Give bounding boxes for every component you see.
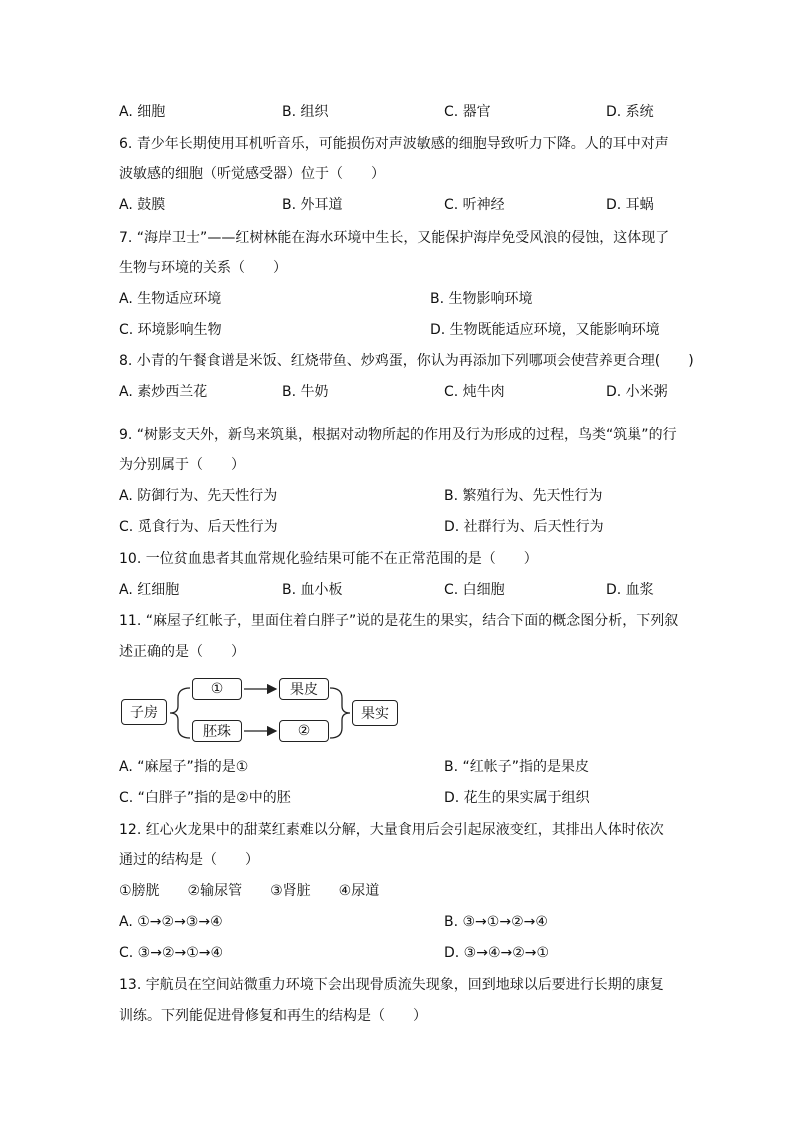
q7-option-c: C. 环境影响生物 — [119, 322, 222, 338]
q9-stem-line2: 为分别属于（ ） — [119, 457, 245, 473]
q6-stem-line2: 波敏感的细胞（听觉感受器）位于（ ） — [119, 166, 385, 182]
q12-option-c: C. ③→②→①→④ — [119, 945, 224, 961]
q11-option-d: D. 花生的果实属于组织 — [444, 790, 590, 806]
q7-option-a: A. 生物适应环境 — [119, 291, 222, 307]
q7-stem-line1: 7. “海岸卫士”——红树林能在海水环境中生长，又能保护海岸免受风浪的侵蚀，这体现了 — [119, 230, 670, 246]
left-brace — [170, 688, 190, 738]
q8-option-a: A. 素炒西兰花 — [119, 384, 208, 400]
q12-option-a: A. ①→②→③→④ — [119, 914, 223, 930]
q8-option-c: C. 炖牛肉 — [444, 384, 505, 400]
q6-option-d: D. 耳蜗 — [606, 197, 654, 213]
q8-stem-line1: 8. 小青的午餐食谱是米饭、红烧带鱼、炒鸡蛋，你认为再添加下列哪项会使营养更合理( ) — [119, 353, 694, 369]
node-pericarp: 果皮 — [279, 678, 329, 700]
q11-stem-line1: 11. “麻屋子红帐子，里面住着白胖子”说的是花生的果实，结合下面的概念图分析，下列叙 — [119, 613, 679, 629]
q9-option-a: A. 防御行为、先天性行为 — [119, 488, 278, 504]
q13-stem-line1: 13. 宇航员在空间站微重力环境下会出现骨质流失现象，回到地球以后要进行长期的康复 — [119, 977, 664, 993]
q12-stem-line1: 12. 红心火龙果中的甜菜红素难以分解，大量食用后会引起尿液变红，其排出人体时依次 — [119, 822, 664, 838]
q11-option-b: B. “红帐子”指的是果皮 — [444, 759, 590, 775]
q9-stem-line1: 9. “树影支天外，新鸟来筑巢，根据对动物所起的作用及行为形成的过程，鸟类“筑巢”的行 — [119, 427, 677, 443]
node-circle-1: ① — [192, 678, 242, 700]
q7-option-d: D. 生物既能适应环境，又能影响环境 — [430, 322, 660, 338]
q12-option-b: B. ③→①→②→④ — [444, 914, 548, 930]
q11-stem-line2: 述正确的是（ ） — [119, 644, 245, 660]
node-ovule: 胚珠 — [192, 720, 242, 742]
q6-option-c: C. 听神经 — [444, 197, 505, 213]
q7-option-b: B. 生物影响环境 — [430, 291, 533, 307]
q5-option-a: A. 细胞 — [119, 104, 166, 120]
q9-option-b: B. 繁殖行为、先天性行为 — [444, 488, 603, 504]
q12-option-d: D. ③→④→②→① — [444, 945, 550, 961]
q5-option-d: D. 系统 — [606, 104, 654, 120]
q6-option-b: B. 外耳道 — [282, 197, 343, 213]
node-ovary: 子房 — [121, 699, 167, 725]
q12-stem-line2: 通过的结构是（ ） — [119, 852, 259, 868]
q7-stem-line2: 生物与环境的关系（ ） — [119, 260, 287, 276]
q8-option-b: B. 牛奶 — [282, 384, 329, 400]
q6-stem-line1: 6. 青少年长期使用耳机听音乐，可能损伤对声波敏感的细胞导致听力下降。人的耳中对声 — [119, 136, 669, 152]
q13-stem-line2: 训练。下列能促进骨修复和再生的结构是（ ） — [119, 1008, 427, 1024]
q11-option-a: A. “麻屋子”指的是① — [119, 759, 249, 775]
q9-option-c: C. 觅食行为、后天性行为 — [119, 519, 278, 535]
q10-option-b: B. 血小板 — [282, 582, 343, 598]
node-fruit: 果实 — [352, 700, 398, 726]
q5-option-c: C. 器官 — [444, 104, 491, 120]
q9-option-d: D. 社群行为、后天性行为 — [444, 519, 604, 535]
q10-stem-line1: 10. 一位贫血患者其血常规化验结果可能不在正常范围的是（ ） — [119, 551, 538, 567]
q6-option-a: A. 鼓膜 — [119, 197, 166, 213]
q12-structures: ①膀胱 ②输尿管 ③肾脏 ④尿道 — [119, 883, 380, 899]
node-circle-2: ② — [279, 720, 329, 742]
q11-option-c: C. “白胖子”指的是②中的胚 — [119, 790, 291, 806]
q10-option-c: C. 白细胞 — [444, 582, 505, 598]
q5-option-b: B. 组织 — [282, 104, 329, 120]
right-brace — [330, 688, 350, 738]
q8-option-d: D. 小米粥 — [606, 384, 668, 400]
q10-option-a: A. 红细胞 — [119, 582, 180, 598]
q10-option-d: D. 血浆 — [606, 582, 654, 598]
